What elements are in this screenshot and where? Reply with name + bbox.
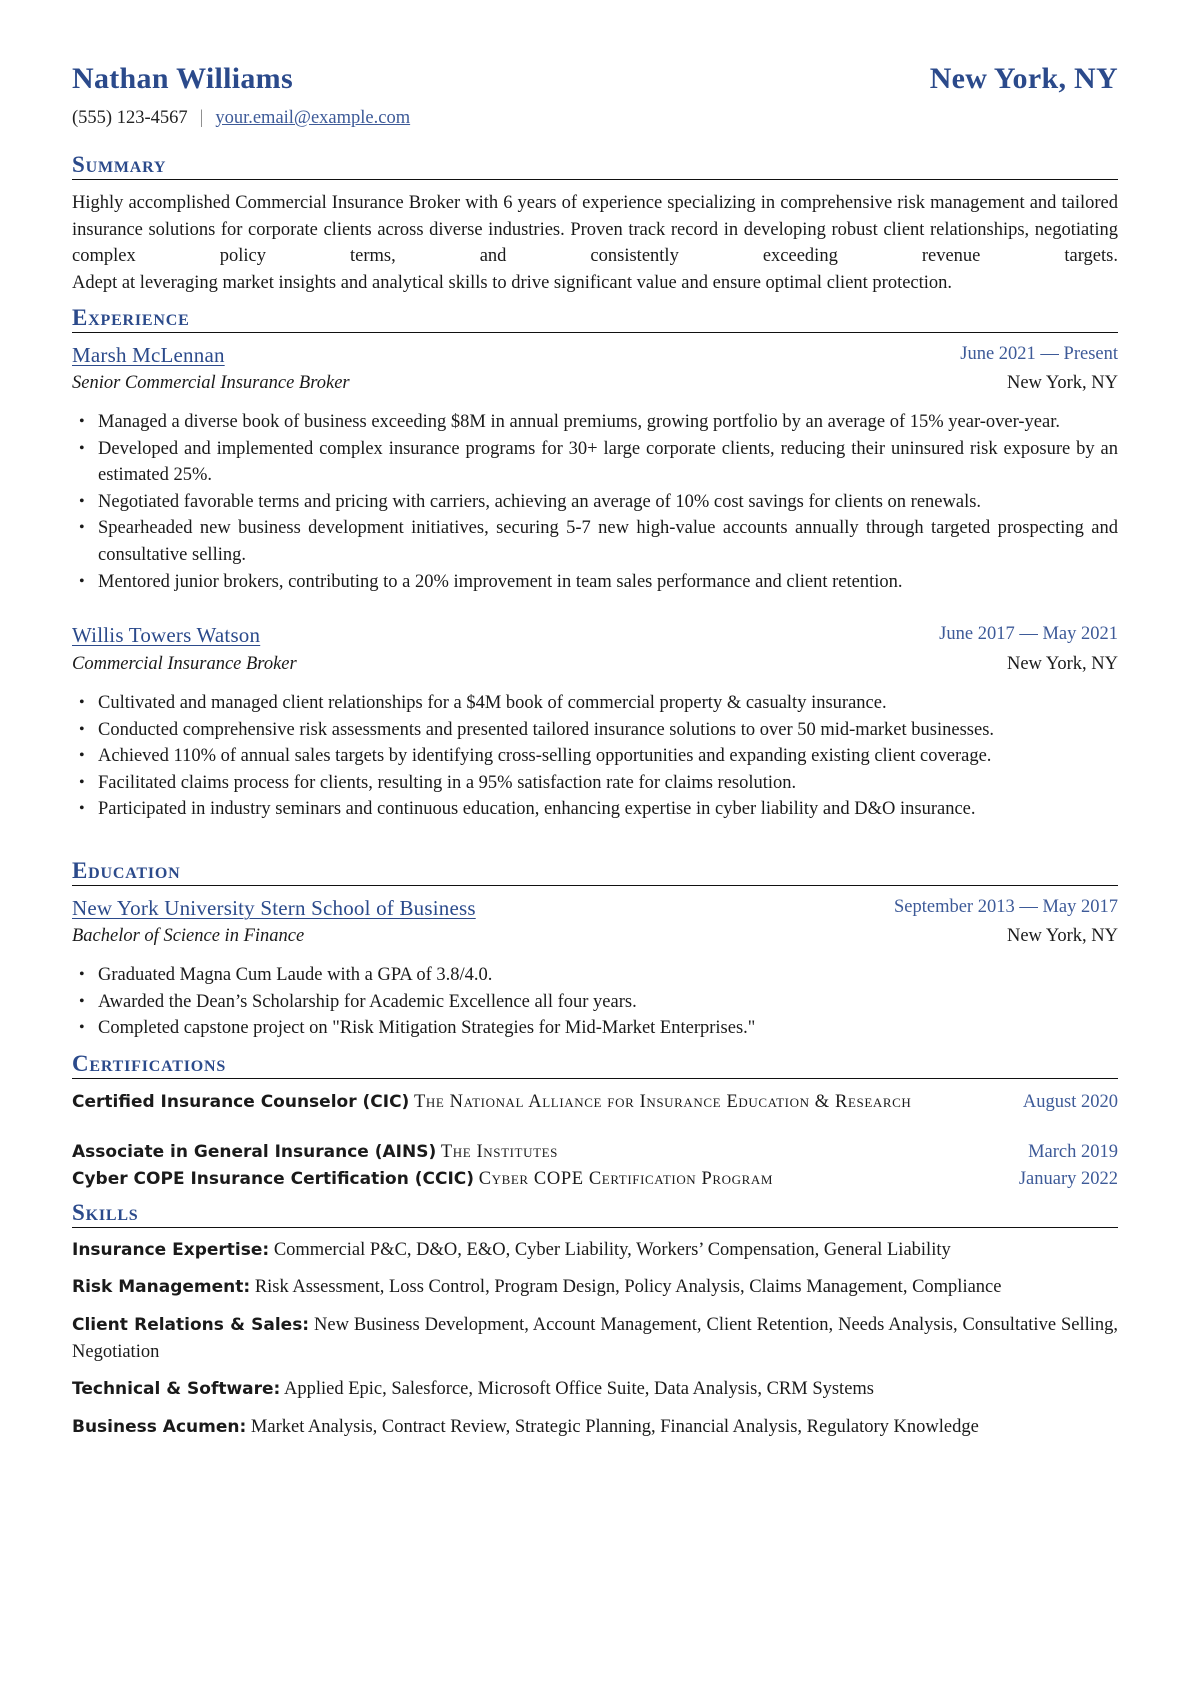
certification-item [72, 1139, 1118, 1165]
skill-value: Commercial P&C, D&O, E&O, Cyber Liability, Workers’ Compensation, General Liability [273, 1240, 951, 1260]
job-location: New York, NY [1006, 373, 1118, 393]
bullet-item: • Developed and implemented complex insurance programs for 30+ large corporate clients, reducing their uninsured risk exposure by an estimated 25%. [72, 436, 1118, 489]
bullet-item: • Facilitated claims process for clients, resulting in a 95% satisfaction rate for claims resolution. [72, 770, 1118, 797]
education-location: New York, NY [1006, 926, 1118, 946]
certification-issuer: The National Alliance for Insurance Education & Research [413, 1092, 912, 1112]
skill-label: Risk Management: [72, 1277, 251, 1297]
company-link[interactable]: Marsh McLennan [72, 343, 225, 367]
summary-text-last: Adept at leveraging market insights and analytical skills to drive significant value and ensure optimal client protection. [72, 273, 953, 294]
education-bullets [72, 962, 1118, 1042]
bullet-item: • Negotiated favorable terms and pricing with carriers, achieving an average of 10% cost savings for clients on renewals. [72, 489, 1118, 516]
bullet-item: • Conducted comprehensive risk assessments and presented tailored insurance solutions to over 50 mid-market businesses. [72, 717, 1118, 744]
certification-date: March 2019 [1018, 1139, 1118, 1165]
candidate-location: New York, NY [929, 62, 1118, 95]
skill-value: Risk Assessment, Loss Control, Program Design, Policy Analysis, Claims Management, Compliance [254, 1277, 1002, 1297]
contact-separator: | [199, 108, 204, 128]
job-role: Senior Commercial Insurance Broker [72, 373, 350, 393]
job-role: Commercial Insurance Broker [72, 654, 297, 674]
section-title-education: Education [72, 858, 1118, 886]
job-header [72, 623, 1118, 651]
section-title-skills: Skills [72, 1200, 1118, 1228]
skill-row [72, 1237, 1118, 1264]
bullet-item: • Mentored junior brokers, contributing to a 20% improvement in team sales performance and client retention. [72, 569, 1118, 596]
skill-label: Technical & Software: [72, 1379, 281, 1399]
certification-date: January 2022 [1009, 1166, 1118, 1192]
skill-label: Insurance Expertise: [72, 1240, 270, 1260]
job-dates: June 2017 — May 2021 [939, 624, 1118, 644]
school-link[interactable]: New York University Stern School of Business [72, 896, 476, 920]
certification-date-row [72, 1089, 1118, 1115]
skill-row [72, 1376, 1118, 1403]
certification-name: Certified Insurance Counselor (CIC) [72, 1092, 410, 1112]
education-dates: September 2013 — May 2017 [893, 897, 1118, 917]
certification-issuer: The Institutes [440, 1142, 558, 1162]
resume-header [72, 62, 1118, 102]
bullet-item: • Achieved 110% of annual sales targets by identifying cross-selling opportunities and expanding existing client coverage. [72, 743, 1118, 770]
bullet-item: • Spearheaded new business development initiatives, securing 5-7 new high-value accounts annually through targeted prospecting and consultative selling. [72, 515, 1118, 568]
company-link[interactable]: Willis Towers Watson [72, 623, 261, 647]
certification-name: Cyber COPE Insurance Certification (CCIC) [72, 1169, 475, 1189]
email-link[interactable]: your.email@example.com [215, 108, 411, 128]
job-location: New York, NY [1006, 654, 1118, 674]
bullet-item: • Completed capstone project on "Risk Mitigation Strategies for Mid-Market Enterprises." [72, 1015, 1118, 1042]
skill-row [72, 1414, 1118, 1441]
certification-date: August 2020 [1013, 1089, 1118, 1115]
job-header [72, 343, 1118, 371]
section-title-certifications: Certifications [72, 1051, 1118, 1079]
skill-value: Applied Epic, Salesforce, Microsoft Office Suite, Data Analysis, CRM Systems [283, 1379, 874, 1399]
bullet-item: • Participated in industry seminars and continuous education, enhancing expertise in cyber liability and D&O insurance. [72, 796, 1118, 823]
bullet-item: • Graduated Magna Cum Laude with a GPA of 3.8/4.0. [72, 962, 1118, 989]
skill-label: Client Relations & Sales: [72, 1315, 310, 1335]
contact-line [72, 108, 410, 129]
section-title-experience: Experience [72, 305, 1118, 333]
phone-number: (555) 123-4567 [72, 108, 188, 128]
job-bullets [72, 409, 1118, 595]
skill-label: Business Acumen: [72, 1417, 247, 1437]
skill-row [72, 1312, 1118, 1365]
job-bullets [72, 690, 1118, 823]
certification-name: Associate in General Insurance (AINS) [72, 1142, 437, 1162]
certification-issuer: Cyber COPE Certification Program [478, 1169, 774, 1189]
skill-value: Market Analysis, Contract Review, Strategic Planning, Financial Analysis, Regulatory Knowledge [250, 1417, 979, 1437]
summary-text [72, 190, 1118, 297]
certification-item [72, 1166, 1118, 1192]
skill-row [72, 1274, 1118, 1301]
summary-text-main: Highly accomplished Commercial Insurance Broker with 6 years of experience specializing in comprehensive risk management and tailored insurance solutions for corporate clients across diverse industries. Proven track record in developing robust client relationships, negotiating complex policy terms, and consistently exceeding revenue targets. [72, 193, 1118, 267]
bullet-item: • Awarded the Dean’s Scholarship for Academic Excellence all four years. [72, 989, 1118, 1016]
section-title-summary: Summary [72, 152, 1118, 180]
bullet-item: • Cultivated and managed client relationships for a $4M book of commercial property & casualty insurance. [72, 690, 1118, 717]
bullet-item: • Managed a diverse book of business exceeding $8M in annual premiums, growing portfolio by an average of 15% year-over-year. [72, 409, 1118, 436]
skill-value: New Business Development, Account Management, Client Retention, Needs Analysis, Consultative Selling, Negotiation [72, 1315, 1118, 1362]
job-dates: June 2021 — Present [960, 344, 1118, 364]
degree: Bachelor of Science in Finance [72, 926, 305, 946]
candidate-name: Nathan Williams [72, 62, 293, 95]
education-header [72, 896, 1118, 924]
